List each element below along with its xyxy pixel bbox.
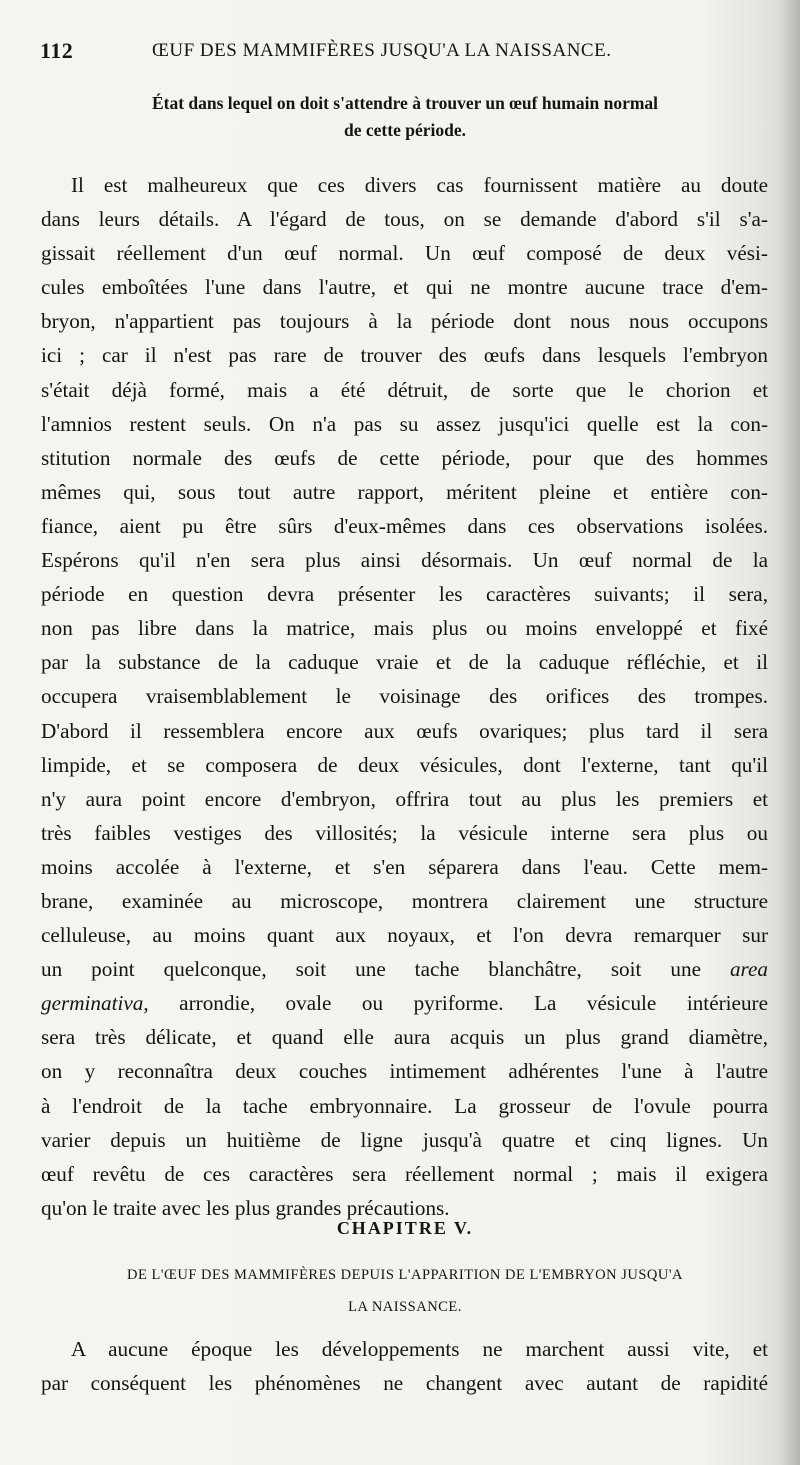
text-line: stitution normale des œufs de cette période, pour que des hommes <box>41 445 768 470</box>
text-line: s'était déjà formé, mais a été détruit, de sorte que le chorion et <box>41 377 768 402</box>
text-line: D'abord il ressemblera encore aux œufs ovariques; plus tard il sera <box>41 718 768 743</box>
chapter-subtitle-line: LA NAISSANCE. <box>348 1299 462 1315</box>
section-heading-line: État dans lequel on doit s'attendre à trouver un œuf humain normal <box>151 93 659 113</box>
text-line: par conséquent les phénomènes ne changent avec autant de rapidité <box>41 1371 768 1396</box>
text-line: l'amnios restent seuls. On n'a pas su assez jusqu'ici quelle est la con- <box>41 411 768 436</box>
text-line: œuf revêtu de ces caractères sera réellement normal ; mais il exigera <box>41 1161 768 1186</box>
running-title: ŒUF DES MAMMIFÈRES JUSQU'A LA NAISSANCE. <box>152 40 612 61</box>
text-line: par la substance de la caduque vraie et de la caduque réfléchie, et il <box>41 650 768 675</box>
text-line: qu'on le traite avec les plus grandes précautions. <box>41 1195 450 1220</box>
text-line: Il est malheureux que ces divers cas fournissent matière au doute <box>71 173 768 197</box>
text-line: on y reconnaîtra deux couches intimement adhérentes l'une à l'autre <box>41 1059 768 1084</box>
text-line: germinativa, arrondie, ovale ou pyriforme. La vésicule intérieure <box>41 991 768 1016</box>
chapter-subtitle <box>40 1259 770 1323</box>
text-line: sera très délicate, et quand elle aura acquis un plus grand diamètre, <box>41 1025 768 1050</box>
text-line: période en question devra présenter les caractères suivants; il sera, <box>41 582 768 607</box>
section-heading <box>40 90 770 144</box>
text-line: très faibles vestiges des villosités; la vésicule interne sera plus ou <box>41 820 768 845</box>
text-line: non pas libre dans la matrice, mais plus ou moins enveloppé et fixé <box>41 616 768 641</box>
text-line: cules emboîtées l'une dans l'autre, et qui ne montre aucune trace d'em- <box>41 275 768 300</box>
text-line: celluleuse, au moins quant aux noyaux, et l'on devra remarquer sur <box>41 923 768 948</box>
text-line: n'y aura point encore d'embryon, offrira tout au plus les premiers et <box>41 786 768 811</box>
text-line: fiance, aient pu être sûrs d'eux-mêmes dans ces observations isolées. <box>41 513 768 538</box>
text-line: dans leurs détails. A l'égard de tous, on se demande d'abord s'il s'a- <box>41 207 768 232</box>
text-line: un point quelconque, soit une tache blanchâtre, soit une area <box>41 957 768 982</box>
section-heading-line: de cette période. <box>344 120 466 140</box>
page-edge-shadow <box>780 0 800 1465</box>
running-head <box>40 38 770 68</box>
text-line: ici ; car il n'est pas rare de trouver des œufs dans lesquels l'embryon <box>41 343 768 368</box>
text-line: varier depuis un huitième de ligne jusqu'à quatre et cinq lignes. Un <box>41 1127 768 1152</box>
text-line: gissait réellement d'un œuf normal. Un œuf composé de deux vési- <box>41 241 768 266</box>
text-line: à l'endroit de la tache embryonnaire. La grosseur de l'ovule pourra <box>41 1093 768 1118</box>
page-number: 112 <box>40 38 74 63</box>
text-line: A aucune époque les développements ne marchent aussi vite, et <box>71 1337 768 1361</box>
paragraph-2 <box>41 1332 768 1400</box>
text-line: mêmes qui, sous tout autre rapport, méritent pleine et entière con- <box>41 479 768 504</box>
chapter-subtitle-line: DE L'ŒUF DES MAMMIFÈRES DEPUIS L'APPARITION DE L'EMBRYON JUSQU'A <box>127 1267 683 1283</box>
paragraph-1 <box>41 168 768 1225</box>
text-line: Espérons qu'il n'en sera plus ainsi désormais. Un œuf normal de la <box>41 548 768 573</box>
text-line: brane, examinée au microscope, montrera clairement une structure <box>41 888 768 913</box>
chapter-title: CHAPITRE V. <box>336 1218 474 1238</box>
text-line: occupera vraisemblablement le voisinage des orifices des trompes. <box>41 684 768 709</box>
text-line: bryon, n'appartient pas toujours à la période dont nous nous occupons <box>41 309 768 334</box>
text-line: limpide, et se composera de deux vésicules, dont l'externe, tant qu'il <box>41 752 768 777</box>
text-line: moins accolée à l'externe, et s'en séparera dans l'eau. Cette mem- <box>41 854 768 879</box>
